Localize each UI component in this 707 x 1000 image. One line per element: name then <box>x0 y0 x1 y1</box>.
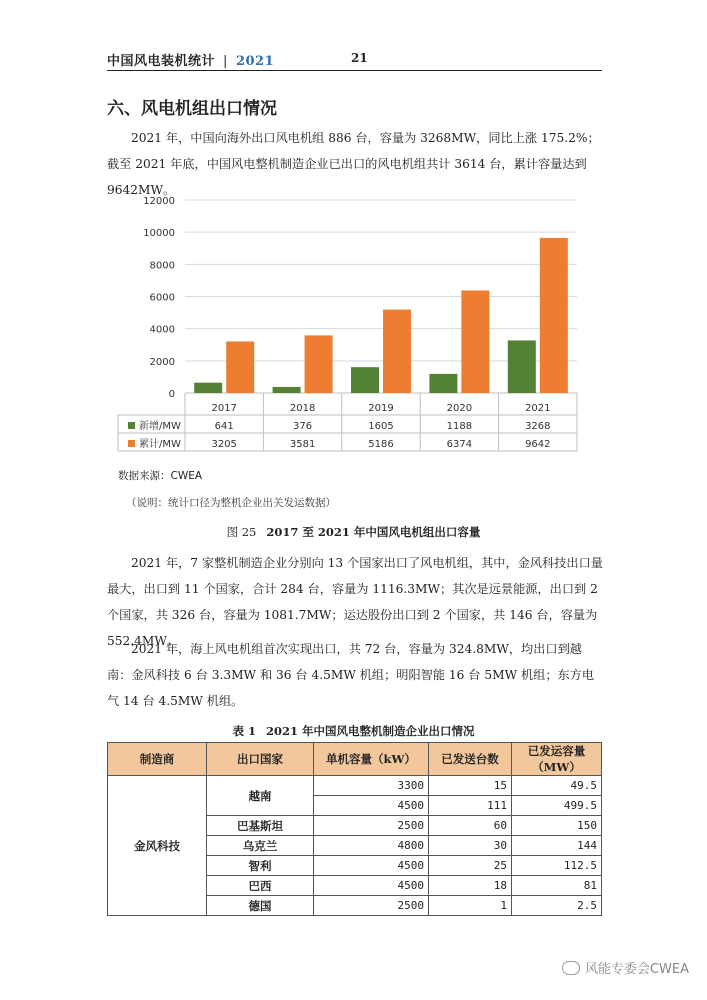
data-table-value: 1605 <box>368 421 394 432</box>
bar-new <box>508 340 536 393</box>
bar-new <box>351 367 379 393</box>
y-tick-label: 2000 <box>149 356 175 368</box>
watermark-text: 风能专委会CWEA <box>584 962 689 977</box>
table-row <box>108 776 602 796</box>
total-cell: 144 <box>512 836 602 856</box>
table-header-row <box>108 743 602 776</box>
bar-cumulative <box>461 290 489 393</box>
header-year: 2021 <box>235 54 275 69</box>
units-cell: 30 <box>429 836 512 856</box>
x-tick-label: 2017 <box>211 403 237 414</box>
capacity-cell: 4500 <box>314 856 429 876</box>
col-manufacturer: 制造商 <box>108 743 207 776</box>
country-cell: 德国 <box>207 896 314 916</box>
total-cell: 49.5 <box>512 776 602 796</box>
y-tick-label: 0 <box>168 389 175 400</box>
watermark <box>562 958 689 977</box>
paragraph-1-text: 2021 年，中国向海外出口风电机组 886 台，容量为 3268MW，同比上涨 175.2%；截至 2021 年底，中国风电整机制造企业已出口的风电机组共计 3614 台，累计容量达到 9642MW。 <box>107 131 600 197</box>
total-cell: 2.5 <box>512 896 602 916</box>
figure-caption <box>0 524 707 540</box>
chart-svg <box>110 192 590 452</box>
bar-new <box>194 383 222 393</box>
capacity-cell: 2500 <box>314 896 429 916</box>
capacity-cell: 4500 <box>314 876 429 896</box>
x-tick-label: 2018 <box>289 403 316 414</box>
country-cell: 巴基斯坦 <box>207 816 314 836</box>
col-total-capacity: 已发运容量（MW） <box>512 743 602 776</box>
legend-swatch <box>128 440 135 447</box>
data-table-value: 376 <box>293 421 313 432</box>
figure-caption-text: 2017 至 2021 年中国风电机组出口容量 <box>266 525 481 539</box>
table-caption <box>0 723 707 739</box>
table-caption-text: 2021 年中国风电整机制造企业出口情况 <box>266 724 475 738</box>
country-cell: 巴西 <box>207 876 314 896</box>
capacity-cell: 4800 <box>314 836 429 856</box>
data-source: 数据来源：CWEA <box>118 470 203 482</box>
page-number: 21 <box>351 51 368 65</box>
capacity-cell: 3300 <box>314 776 429 796</box>
y-tick-label: 4000 <box>149 324 175 336</box>
bar-new <box>273 387 301 393</box>
header-separator: | <box>223 54 228 69</box>
y-tick-label: 10000 <box>143 228 175 240</box>
table-label: 表 1 <box>232 724 256 738</box>
y-tick-label: 6000 <box>149 292 175 304</box>
data-table-value: 641 <box>214 421 234 432</box>
export-capacity-chart <box>110 192 590 452</box>
header-title-text: 中国风电装机统计 <box>107 54 216 69</box>
col-unit-capacity: 单机容量（kW） <box>314 743 429 776</box>
capacity-cell: 2500 <box>314 816 429 836</box>
bar-cumulative <box>383 310 411 393</box>
section-title: 六、风电机组出口情况 <box>107 99 277 119</box>
y-tick-label: 12000 <box>143 196 175 207</box>
units-cell: 111 <box>429 796 512 816</box>
legend-swatch <box>128 422 135 429</box>
chart-note: （说明：统计口径为整机企业出关发运数据） <box>126 497 336 509</box>
figure-label: 图 25 <box>226 525 257 539</box>
data-table-value: 3205 <box>211 439 237 450</box>
data-table-value: 6374 <box>446 439 473 450</box>
total-cell: 499.5 <box>512 796 602 816</box>
x-tick-label: 2020 <box>446 403 473 414</box>
x-tick-label: 2021 <box>525 403 551 414</box>
x-tick-label: 2019 <box>368 403 394 414</box>
export-table <box>107 742 602 916</box>
paragraph-2-text: 2021 年，7 家整机制造企业分别向 13 个国家出口了风电机组，其中，金风科技出口量最大，出口到 11 个国家，合计 284 台，容量为 1116.3MW；其次是远景能源，出口到 2 个国家，共 326 台，容量为 1081.7MW；运达股份出口到 2 个国家，共 146 台，容量为 552.4MW。 <box>107 556 603 648</box>
country-cell: 乌克兰 <box>207 836 314 856</box>
country-cell: 越南 <box>207 776 314 816</box>
units-cell: 15 <box>429 776 512 796</box>
total-cell: 81 <box>512 876 602 896</box>
page-header <box>107 48 602 71</box>
units-cell: 60 <box>429 816 512 836</box>
col-country: 出口国家 <box>207 743 314 776</box>
country-cell: 智利 <box>207 856 314 876</box>
legend-label: 新增/MW <box>139 421 181 432</box>
total-cell: 150 <box>512 816 602 836</box>
manufacturer-cell: 金风科技 <box>108 776 207 916</box>
units-cell: 25 <box>429 856 512 876</box>
units-cell: 18 <box>429 876 512 896</box>
data-table-value: 3268 <box>525 421 551 432</box>
bar-cumulative <box>305 335 333 393</box>
legend-label: 累计/MW <box>139 439 181 450</box>
data-table-value: 1188 <box>446 421 473 432</box>
header-title <box>107 50 274 69</box>
data-table-value: 9642 <box>525 439 551 450</box>
paragraph-3-text: 2021 年，海上风电机组首次实现出口，共 72 台，容量为 324.8MW，均出口到越南：金风科技 6 台 3.3MW 和 36 台 4.5MW 机组；明阳智能 16 台 5MW 机组；东方电气 14 台 4.5MW 机组。 <box>107 642 595 708</box>
col-units: 已发送台数 <box>429 743 512 776</box>
data-table-value: 3581 <box>289 439 316 450</box>
bar-cumulative <box>540 238 568 393</box>
data-table-value: 5186 <box>368 439 394 450</box>
capacity-cell: 4500 <box>314 796 429 816</box>
y-tick-label: 8000 <box>149 260 175 272</box>
wechat-icon <box>562 961 580 975</box>
bar-cumulative <box>226 341 254 393</box>
total-cell: 112.5 <box>512 856 602 876</box>
bar-new <box>429 374 457 393</box>
units-cell: 1 <box>429 896 512 916</box>
paragraph-3 <box>107 636 603 714</box>
